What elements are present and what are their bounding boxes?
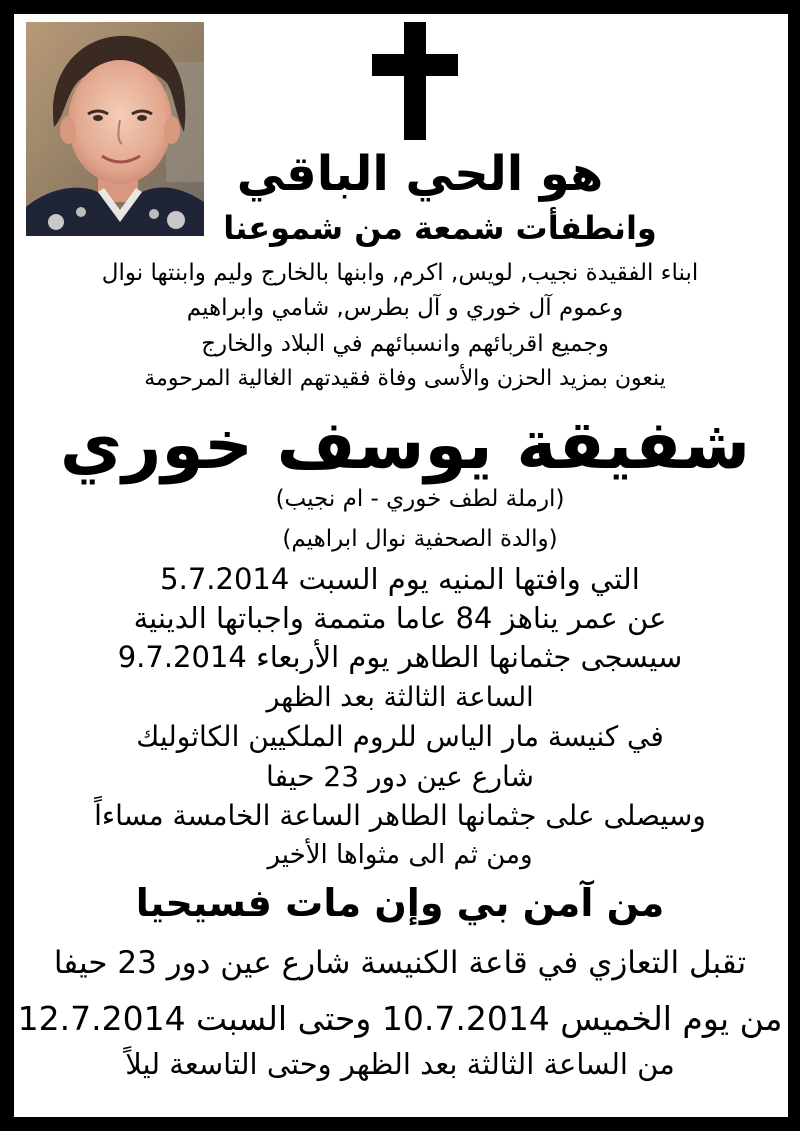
details-line-8: ومن ثم الى مثواها الأخير: [267, 840, 533, 870]
details-line-2: عن عمر يناهز 84 عاما متممة واجباتها الدينية: [133, 601, 667, 635]
details-line-5: في كنيسة مار الياس للروم الملكيين الكاثوليك: [136, 720, 664, 753]
verse: من آمن بي وإن مات فسيحيا: [135, 881, 665, 925]
details-line-4: الساعة الثالثة بعد الظهر: [266, 682, 534, 713]
header-subtitle: وانطفأت شمعة من شموعنا: [223, 209, 657, 247]
mourners-line-4: ينعون بمزيد الحزن والأسى وفاة فقيدتهم الغالية المرحومة: [144, 366, 666, 391]
mourners-line-2: وعموم آل خوري و آل بطرس, شامي وابراهيم: [186, 295, 624, 321]
details-line-1: التي وافتها المنيه يوم السبت 5.7.2014: [160, 562, 640, 596]
deceased-name: شفيقة يوسف خوري: [59, 406, 751, 485]
deceased-relation-1: (ارملة لطف خوري - ام نجيب): [275, 486, 565, 512]
condolences-line-3: من الساعة الثالثة بعد الظهر وحتى التاسعة ليلاً: [125, 1047, 675, 1081]
details-line-6: شارع عين دور 23 حيفا: [266, 760, 534, 793]
deceased-relation-2: (والدة الصحفية نوال ابراهيم): [282, 526, 558, 552]
mourners-line-1: ابناء الفقيدة نجيب, لويس, اكرم, وابنها بالخارج وليم وابنتها نوال: [101, 260, 699, 286]
details-line-3: سيسجى جثمانها الطاهر يوم الأربعاء 9.7.2014: [117, 640, 683, 674]
christian-cross-icon: [0, 0, 800, 150]
header-title: هو الحي الباقي: [236, 146, 604, 202]
condolences-line-1: تقبل التعازي في قاعة الكنيسة شارع عين دور 23 حيفا: [53, 945, 747, 981]
condolences-line-2: من يوم الخميس 10.7.2014 وحتى السبت 12.7.2014: [17, 999, 783, 1038]
details-line-7: وسيصلى على جثمانها الطاهر الساعة الخامسة مساءاً: [94, 799, 706, 832]
mourners-line-3: وجميع اقربائهم وانسبائهم في البلاد والخارج: [201, 331, 609, 357]
